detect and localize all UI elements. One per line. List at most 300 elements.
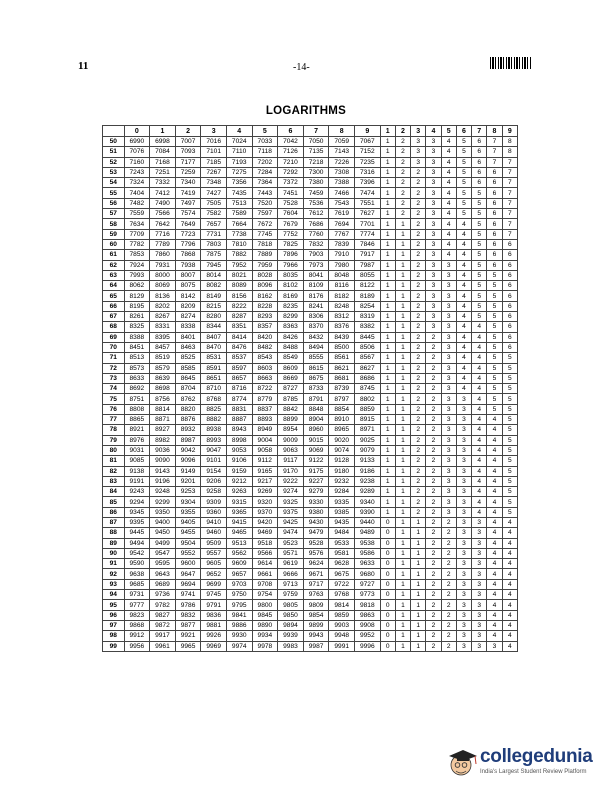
mean-difference-cell: 3: [426, 198, 441, 208]
mean-difference-cell: 2: [426, 445, 441, 455]
mantissa-cell: 9355: [175, 507, 201, 517]
mantissa-cell: 8513: [124, 353, 150, 363]
mean-difference-cell: 6: [487, 239, 502, 249]
mantissa-cell: 9675: [329, 569, 355, 579]
mean-difference-cell: 3: [426, 291, 441, 301]
mean-difference-cell: 3: [441, 353, 456, 363]
mantissa-cell: 9175: [303, 466, 329, 476]
mean-difference-cell: 1: [380, 353, 395, 363]
mean-difference-cell: 4: [456, 250, 471, 260]
mantissa-cell: 9877: [175, 620, 201, 630]
mantissa-cell: 9090: [150, 456, 176, 466]
column-header: 1: [150, 126, 176, 137]
mantissa-cell: 8082: [201, 281, 227, 291]
column-header: 1: [380, 126, 395, 137]
mantissa-cell: 8344: [201, 322, 227, 332]
mean-difference-cell: 2: [395, 147, 410, 157]
mantissa-cell: 8591: [201, 363, 227, 373]
mantissa-cell: 6990: [124, 137, 150, 147]
mantissa-cell: 7701: [355, 219, 381, 229]
mantissa-cell: 7160: [124, 157, 150, 167]
mean-difference-cell: 1: [380, 281, 395, 291]
mantissa-cell: 8739: [329, 384, 355, 394]
mean-difference-cell: 4: [456, 229, 471, 239]
mantissa-cell: 9325: [278, 497, 304, 507]
mantissa-cell: 9058: [252, 445, 278, 455]
mantissa-cell: 9759: [278, 590, 304, 600]
mantissa-cell: 9614: [252, 559, 278, 569]
mean-difference-cell: 3: [441, 425, 456, 435]
mean-difference-cell: 5: [487, 301, 502, 311]
mantissa-cell: 8325: [124, 322, 150, 332]
mantissa-cell: 7033: [252, 137, 278, 147]
mantissa-cell: 9827: [150, 610, 176, 620]
table-row: [103, 147, 518, 157]
mantissa-cell: 9227: [303, 476, 329, 486]
mean-difference-cell: 1: [395, 250, 410, 260]
column-header: 9: [502, 126, 517, 137]
mantissa-cell: 7686: [303, 219, 329, 229]
mean-difference-cell: 3: [456, 641, 471, 651]
mantissa-cell: 7818: [252, 239, 278, 249]
mean-difference-cell: 5: [487, 312, 502, 322]
mantissa-cell: 9509: [201, 538, 227, 548]
mantissa-cell: 8585: [175, 363, 201, 373]
mean-difference-cell: 4: [472, 394, 487, 404]
mantissa-cell: 9212: [226, 476, 252, 486]
mantissa-cell: 9917: [150, 631, 176, 641]
mantissa-cell: 9425: [278, 517, 304, 527]
mean-difference-cell: 2: [426, 620, 441, 630]
mantissa-cell: 7474: [355, 188, 381, 198]
mean-difference-cell: 2: [426, 548, 441, 558]
mantissa-cell: 9741: [175, 590, 201, 600]
mean-difference-cell: 1: [395, 487, 410, 497]
mantissa-cell: 7067: [355, 137, 381, 147]
mean-difference-cell: 1: [380, 373, 395, 383]
table-row: [103, 415, 518, 425]
row-number-cell: 89: [103, 538, 125, 548]
mantissa-cell: 9122: [303, 456, 329, 466]
mean-difference-cell: 6: [487, 250, 502, 260]
mantissa-cell: 9047: [201, 445, 227, 455]
mean-difference-cell: 2: [441, 600, 456, 610]
mean-difference-cell: 2: [395, 157, 410, 167]
mantissa-cell: 9717: [303, 579, 329, 589]
mantissa-cell: 9309: [201, 497, 227, 507]
mean-difference-cell: 2: [441, 569, 456, 579]
mean-difference-cell: 1: [411, 590, 426, 600]
row-number-cell: 56: [103, 198, 125, 208]
mantissa-cell: 7694: [329, 219, 355, 229]
mantissa-cell: 9952: [355, 631, 381, 641]
mantissa-cell: 7143: [329, 147, 355, 157]
mantissa-cell: 7050: [303, 137, 329, 147]
mantissa-cell: 7825: [278, 239, 304, 249]
mantissa-cell: 7612: [303, 209, 329, 219]
mantissa-cell: 9956: [124, 641, 150, 651]
mantissa-cell: 9258: [201, 487, 227, 497]
row-number-cell: 76: [103, 404, 125, 414]
mantissa-cell: 9586: [355, 548, 381, 558]
mean-difference-cell: 5: [487, 332, 502, 342]
mantissa-cell: 9832: [175, 610, 201, 620]
mean-difference-cell: 2: [411, 167, 426, 177]
table-row: [103, 497, 518, 507]
mean-difference-cell: 3: [426, 250, 441, 260]
mantissa-cell: 9523: [278, 538, 304, 548]
mantissa-cell: 8028: [252, 270, 278, 280]
mantissa-cell: 8932: [175, 425, 201, 435]
page-folio: -14-: [293, 62, 310, 73]
mantissa-cell: 8235: [278, 301, 304, 311]
mantissa-cell: 9154: [201, 466, 227, 476]
mean-difference-cell: 3: [441, 332, 456, 342]
table-row: [103, 631, 518, 641]
mantissa-cell: 8426: [278, 332, 304, 342]
mantissa-cell: 9269: [252, 487, 278, 497]
mean-difference-cell: 4: [456, 363, 471, 373]
mantissa-cell: 7168: [150, 157, 176, 167]
mean-difference-cell: 4: [487, 620, 502, 630]
mantissa-cell: 8756: [150, 394, 176, 404]
mantissa-cell: 9763: [303, 590, 329, 600]
mean-difference-cell: 3: [472, 590, 487, 600]
mantissa-cell: 8579: [150, 363, 176, 373]
mean-difference-cell: 2: [411, 209, 426, 219]
mean-difference-cell: 5: [487, 384, 502, 394]
mantissa-cell: 8865: [124, 415, 150, 425]
mantissa-cell: 8122: [355, 281, 381, 291]
mean-difference-cell: 2: [426, 507, 441, 517]
mean-difference-cell: 3: [426, 229, 441, 239]
mean-difference-cell: 4: [487, 445, 502, 455]
table-row: [103, 219, 518, 229]
mean-difference-cell: 2: [426, 363, 441, 373]
row-number-cell: 77: [103, 415, 125, 425]
mean-difference-cell: 3: [441, 435, 456, 445]
mean-difference-cell: 6: [502, 342, 517, 352]
mean-difference-cell: 2: [411, 239, 426, 249]
mantissa-cell: 9576: [303, 548, 329, 558]
table-row: [103, 476, 518, 486]
mean-difference-cell: 4: [472, 363, 487, 373]
mean-difference-cell: 5: [472, 250, 487, 260]
mean-difference-cell: 1: [395, 641, 410, 651]
mantissa-cell: 8531: [201, 353, 227, 363]
mantissa-cell: 9921: [175, 631, 201, 641]
table-row: [103, 466, 518, 476]
mean-difference-cell: 4: [472, 507, 487, 517]
table-row: [103, 507, 518, 517]
mean-difference-cell: 6: [472, 178, 487, 188]
row-number-cell: 87: [103, 517, 125, 527]
mantissa-cell: 9912: [124, 631, 150, 641]
mantissa-cell: 7924: [124, 260, 150, 270]
mantissa-cell: 8287: [226, 312, 252, 322]
mantissa-cell: 7782: [124, 239, 150, 249]
mantissa-cell: 7551: [355, 198, 381, 208]
mean-difference-cell: 5: [487, 404, 502, 414]
mantissa-cell: 9320: [252, 497, 278, 507]
mantissa-cell: 9786: [175, 600, 201, 610]
mantissa-cell: 7649: [175, 219, 201, 229]
row-number-cell: 62: [103, 260, 125, 270]
mean-difference-cell: 2: [426, 332, 441, 342]
mean-difference-cell: 3: [472, 620, 487, 630]
table-row: [103, 394, 518, 404]
mantissa-cell: 7396: [355, 178, 381, 188]
mean-difference-cell: 3: [472, 548, 487, 558]
column-header: 3: [201, 126, 227, 137]
mantissa-cell: 9699: [201, 579, 227, 589]
mantissa-cell: 8555: [303, 353, 329, 363]
mantissa-cell: 9042: [175, 445, 201, 455]
mean-difference-cell: 4: [502, 517, 517, 527]
table-row: [103, 250, 518, 260]
mantissa-cell: 9571: [278, 548, 304, 558]
mean-difference-cell: 2: [441, 620, 456, 630]
mantissa-cell: 8842: [278, 404, 304, 414]
mean-difference-cell: 6: [487, 198, 502, 208]
mantissa-cell: 9652: [201, 569, 227, 579]
mean-difference-cell: 4: [487, 569, 502, 579]
column-header: 8: [329, 126, 355, 137]
mantissa-cell: 8182: [329, 291, 355, 301]
mean-difference-cell: 6: [502, 260, 517, 270]
mantissa-cell: 7796: [175, 239, 201, 249]
row-number-cell: 53: [103, 167, 125, 177]
mantissa-cell: 7380: [303, 178, 329, 188]
mean-difference-cell: 2: [411, 373, 426, 383]
mantissa-cell: 8370: [303, 322, 329, 332]
mantissa-cell: 8215: [201, 301, 227, 311]
mean-difference-cell: 7: [502, 219, 517, 229]
mantissa-cell: 9074: [329, 445, 355, 455]
mantissa-cell: 8954: [278, 425, 304, 435]
mean-difference-cell: 4: [456, 332, 471, 342]
column-header: 4: [226, 126, 252, 137]
mean-difference-cell: 1: [411, 528, 426, 538]
mean-difference-cell: 2: [426, 641, 441, 651]
column-header: 9: [355, 126, 381, 137]
mantissa-cell: 7324: [124, 178, 150, 188]
mantissa-cell: 8274: [175, 312, 201, 322]
mantissa-cell: 8470: [201, 342, 227, 352]
mantissa-cell: 9542: [124, 548, 150, 558]
mantissa-cell: 9600: [175, 559, 201, 569]
mantissa-cell: 8716: [226, 384, 252, 394]
mean-difference-cell: 3: [472, 569, 487, 579]
mean-difference-cell: 1: [380, 342, 395, 352]
mean-difference-cell: 3: [456, 538, 471, 548]
mean-difference-cell: 3: [456, 507, 471, 517]
mean-difference-cell: 1: [411, 631, 426, 641]
mantissa-cell: 9845: [252, 610, 278, 620]
mantissa-cell: 8938: [201, 425, 227, 435]
table-row: [103, 322, 518, 332]
mantissa-cell: 7372: [278, 178, 304, 188]
mantissa-cell: 8657: [226, 373, 252, 383]
mean-difference-cell: 0: [380, 620, 395, 630]
mean-difference-cell: 2: [411, 332, 426, 342]
mantissa-cell: 7059: [329, 137, 355, 147]
mantissa-cell: 8129: [124, 291, 150, 301]
mantissa-cell: 8445: [355, 332, 381, 342]
mantissa-cell: 9969: [201, 641, 227, 651]
mean-difference-cell: 4: [441, 229, 456, 239]
mantissa-cell: 9489: [355, 528, 381, 538]
mantissa-cell: 7993: [124, 270, 150, 280]
mean-difference-cell: 2: [411, 466, 426, 476]
mantissa-cell: 8519: [150, 353, 176, 363]
mean-difference-cell: 4: [487, 456, 502, 466]
mantissa-cell: 9814: [329, 600, 355, 610]
mean-difference-cell: 4: [472, 497, 487, 507]
mantissa-cell: 8136: [150, 291, 176, 301]
mean-difference-cell: 0: [380, 641, 395, 651]
mantissa-cell: 9926: [201, 631, 227, 641]
mantissa-cell: 8338: [175, 322, 201, 332]
mantissa-cell: 7619: [329, 209, 355, 219]
mantissa-cell: 8893: [252, 415, 278, 425]
mean-difference-cell: 1: [395, 415, 410, 425]
mantissa-cell: 9850: [278, 610, 304, 620]
row-number-cell: 95: [103, 600, 125, 610]
mean-difference-cell: 4: [456, 342, 471, 352]
mantissa-cell: 8831: [226, 404, 252, 414]
mean-difference-cell: 4: [441, 198, 456, 208]
mean-difference-cell: 7: [502, 209, 517, 219]
row-number-cell: 70: [103, 342, 125, 352]
mantissa-cell: 7716: [150, 229, 176, 239]
mantissa-cell: 8733: [303, 384, 329, 394]
mantissa-cell: 8202: [150, 301, 176, 311]
mean-difference-cell: 6: [487, 219, 502, 229]
mantissa-cell: 9566: [252, 548, 278, 558]
table-row: [103, 569, 518, 579]
mantissa-cell: 8500: [329, 342, 355, 352]
mean-difference-cell: 1: [395, 590, 410, 600]
mean-difference-cell: 1: [395, 620, 410, 630]
mantissa-cell: 9243: [124, 487, 150, 497]
mantissa-cell: 7745: [252, 229, 278, 239]
table-row: [103, 281, 518, 291]
mean-difference-cell: 6: [472, 137, 487, 147]
mantissa-cell: 8651: [201, 373, 227, 383]
mean-difference-cell: 3: [456, 435, 471, 445]
mantissa-cell: 8976: [124, 435, 150, 445]
table-row: [103, 188, 518, 198]
mean-difference-cell: 1: [395, 497, 410, 507]
mean-difference-cell: 4: [472, 373, 487, 383]
mantissa-cell: 7177: [175, 157, 201, 167]
mean-difference-cell: 2: [395, 167, 410, 177]
row-number-cell: 84: [103, 487, 125, 497]
mantissa-cell: 9004: [252, 435, 278, 445]
mean-difference-cell: 2: [441, 631, 456, 641]
mean-difference-cell: 4: [487, 559, 502, 569]
mean-difference-cell: 6: [502, 301, 517, 311]
mean-difference-cell: 2: [426, 394, 441, 404]
table-row: [103, 270, 518, 280]
mean-difference-cell: 4: [456, 219, 471, 229]
mantissa-cell: 8639: [150, 373, 176, 383]
mantissa-cell: 9800: [252, 600, 278, 610]
mantissa-cell: 8376: [329, 322, 355, 332]
mean-difference-cell: 1: [380, 404, 395, 414]
mantissa-cell: 7731: [201, 229, 227, 239]
mantissa-cell: 8089: [226, 281, 252, 291]
mantissa-cell: 7917: [355, 250, 381, 260]
mantissa-cell: 9430: [303, 517, 329, 527]
mean-difference-cell: 3: [456, 456, 471, 466]
mean-difference-cell: 4: [456, 322, 471, 332]
mantissa-cell: 8035: [278, 270, 304, 280]
mean-difference-cell: 5: [456, 137, 471, 147]
mean-difference-cell: 5: [502, 404, 517, 414]
mean-difference-cell: 2: [411, 250, 426, 260]
table-row: [103, 239, 518, 249]
mantissa-cell: 7218: [303, 157, 329, 167]
mantissa-cell: 9143: [150, 466, 176, 476]
mantissa-cell: 9494: [124, 538, 150, 548]
table-row: [103, 384, 518, 394]
mantissa-cell: 8506: [355, 342, 381, 352]
mantissa-cell: 9499: [150, 538, 176, 548]
mantissa-cell: 9628: [329, 559, 355, 569]
mantissa-cell: 7490: [150, 198, 176, 208]
mantissa-cell: 8331: [150, 322, 176, 332]
mantissa-cell: 7404: [124, 188, 150, 198]
mantissa-cell: 7536: [303, 198, 329, 208]
mean-difference-cell: 5: [472, 239, 487, 249]
column-header: 7: [303, 126, 329, 137]
mean-difference-cell: 3: [441, 384, 456, 394]
mantissa-cell: 7520: [252, 198, 278, 208]
mean-difference-cell: 4: [502, 641, 517, 651]
column-header: 5: [441, 126, 456, 137]
mean-difference-cell: 1: [395, 373, 410, 383]
mean-difference-cell: 4: [441, 157, 456, 167]
mean-difference-cell: 1: [380, 384, 395, 394]
mantissa-cell: 7042: [278, 137, 304, 147]
mantissa-cell: 7513: [226, 198, 252, 208]
mean-difference-cell: 3: [441, 363, 456, 373]
table-row: [103, 137, 518, 147]
mean-difference-cell: 5: [472, 291, 487, 301]
mean-difference-cell: 1: [395, 507, 410, 517]
mean-difference-cell: 2: [411, 270, 426, 280]
mean-difference-cell: 5: [472, 219, 487, 229]
row-number-cell: 99: [103, 641, 125, 651]
page-number: 11: [78, 60, 89, 72]
mantissa-cell: 9504: [175, 538, 201, 548]
mean-difference-cell: 1: [380, 198, 395, 208]
mantissa-cell: 9025: [355, 435, 381, 445]
mean-difference-cell: 1: [380, 209, 395, 219]
mantissa-cell: 8494: [303, 342, 329, 352]
mantissa-cell: 9983: [278, 641, 304, 651]
mean-difference-cell: 1: [395, 445, 410, 455]
mantissa-cell: 8998: [226, 435, 252, 445]
mean-difference-cell: 5: [472, 188, 487, 198]
mantissa-cell: 7451: [278, 188, 304, 198]
mantissa-cell: 9360: [201, 507, 227, 517]
mean-difference-cell: 5: [472, 270, 487, 280]
mean-difference-cell: 6: [487, 229, 502, 239]
table-row: [103, 373, 518, 383]
